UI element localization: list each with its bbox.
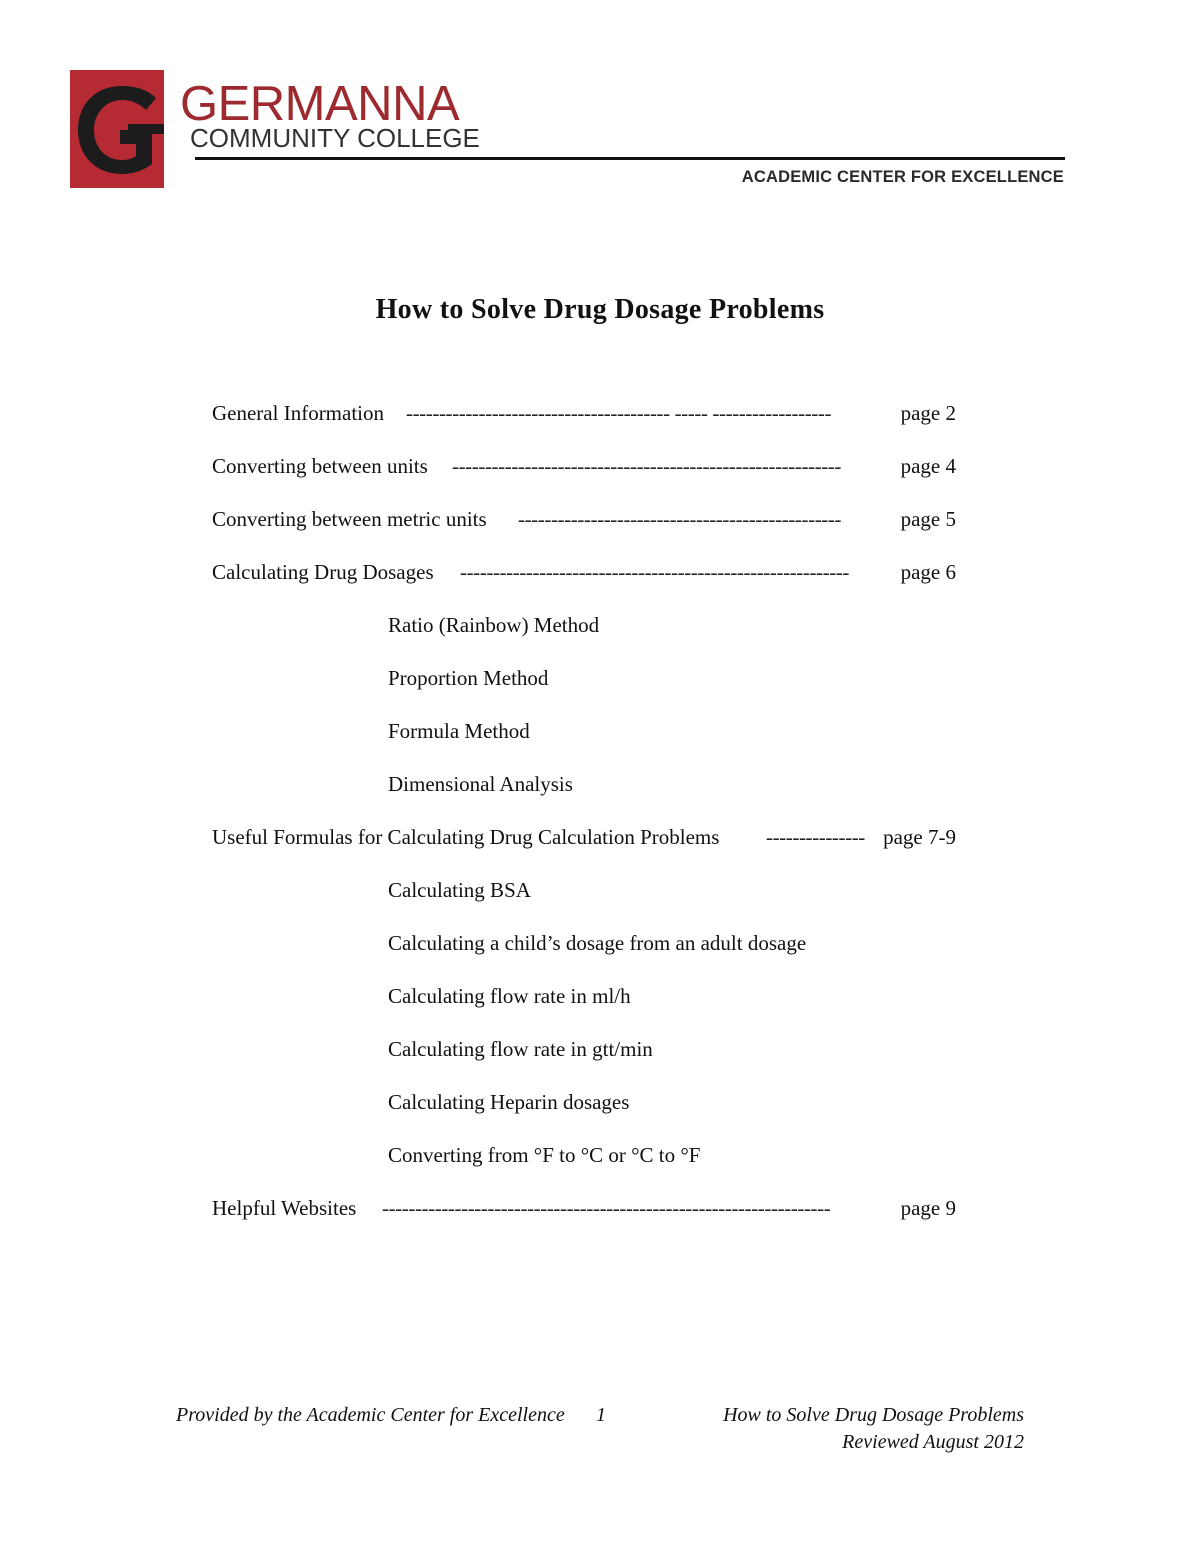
toc-page-number: page 2 [900, 401, 956, 425]
toc-subentry: Calculating flow rate in ml/h [388, 984, 631, 1008]
toc-subentry: Calculating Heparin dosages [388, 1090, 630, 1114]
toc-subentry: Calculating flow rate in gtt/min [388, 1037, 653, 1061]
brand-name: GERMANNA [180, 77, 460, 131]
toc-leader: --------------- [766, 825, 865, 849]
toc-page-number: page 5 [900, 507, 956, 531]
toc-entry [212, 502, 956, 536]
toc-entry [212, 1191, 956, 1225]
toc-subentry: Dimensional Analysis [388, 772, 573, 796]
toc-page-number: page 9 [900, 1196, 956, 1220]
toc-page-number: page 6 [900, 560, 956, 584]
toc-entry [212, 820, 956, 854]
toc-leader: -------------------------------------------------------------------- [382, 1196, 831, 1220]
toc-entry-label: Converting between units [212, 454, 428, 478]
toc-entry [212, 449, 956, 483]
footer-document-title: How to Solve Drug Dosage Problems [723, 1404, 1024, 1426]
document-title: How to Solve Drug Dosage Problems [375, 294, 825, 325]
toc-subentry: Calculating BSA [388, 878, 531, 902]
toc-entry-label: Calculating Drug Dosages [212, 560, 434, 584]
toc-entry-label: Helpful Websites [212, 1196, 357, 1220]
toc-entry-label: Useful Formulas for Calculating Drug Calculation Problems [212, 825, 720, 849]
toc-leader: ----------------------------------------------------------- [452, 454, 841, 478]
toc-entry [212, 555, 956, 589]
footer-provided-by: Provided by the Academic Center for Excellence [176, 1404, 565, 1426]
department-name: ACADEMIC CENTER FOR EXCELLENCE [741, 168, 1064, 186]
toc-entry-label: General Information [212, 401, 385, 425]
toc-entry-label: Converting between metric units [212, 507, 487, 531]
toc-subentry: Formula Method [388, 719, 530, 743]
toc-subentry: Proportion Method [388, 666, 549, 690]
toc-subentry: Ratio (Rainbow) Method [388, 613, 600, 637]
toc-page-number: page 7-9 [883, 825, 956, 849]
toc-leader: ------------------------------------------------- [518, 507, 842, 531]
toc-leader: ----------------------------------------------------------- [460, 560, 849, 584]
toc-subentry: Converting from °F to °C or °C to °F [388, 1143, 701, 1167]
college-logo-icon [70, 70, 164, 188]
toc-entry [212, 396, 956, 430]
footer-page-number: 1 [596, 1404, 606, 1426]
header-divider [195, 157, 1065, 160]
toc-page-number: page 4 [900, 454, 956, 478]
footer-reviewed-date: Reviewed August 2012 [842, 1431, 1024, 1453]
brand-subtitle: COMMUNITY COLLEGE [190, 123, 480, 153]
toc-leader: ---------------------------------------- ----- ------------------ [406, 401, 832, 425]
toc-subentry: Calculating a child’s dosage from an adult dosage [388, 931, 807, 955]
